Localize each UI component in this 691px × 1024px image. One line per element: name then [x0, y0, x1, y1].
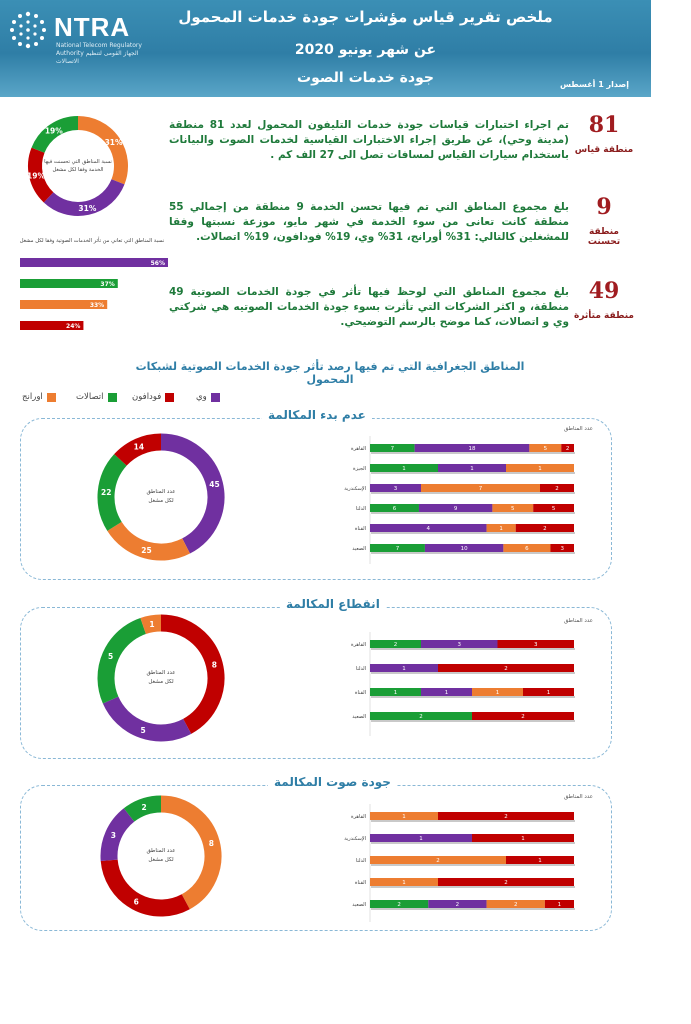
stat-label-affected: منطقة متأثرة: [574, 311, 634, 321]
drop-bar-label-1-1: 1: [402, 666, 406, 673]
quality-slice-label-1: 6: [133, 897, 139, 907]
legend-etisalat: [76, 392, 117, 402]
quality-bar-shadow-1: [371, 842, 575, 844]
call-drop-donut: [86, 604, 236, 754]
quality-bar-label-3-3: 2: [504, 880, 508, 887]
stat-label-measured: منطقة قياس: [574, 145, 634, 155]
setup-bar-label-0-1: 18: [468, 446, 476, 453]
voice-quality-donut: [86, 786, 236, 926]
stat-label-improved: منطقة تحسنت: [587, 227, 621, 247]
quality-bar-shadow-2: [371, 864, 575, 866]
setup-bar-label-5-1: 10: [460, 546, 468, 553]
drop-bar-label-0-0: 2: [393, 642, 398, 649]
report-section: جودة خدمات الصوت: [297, 70, 434, 86]
report-header: [0, 0, 651, 97]
drop-ylabel: عدد المناطق: [564, 618, 594, 624]
drop-center-label: عدد المناطق: [146, 670, 176, 676]
legend-label-orange: اورانج: [22, 392, 43, 402]
voice-quality-title: جودة صوت المكالمة: [268, 775, 397, 789]
drop-bar-label-0-3: 3: [534, 642, 538, 649]
improve-slice-label-0: 31%: [104, 137, 123, 147]
drop-bar-label-2-2: 1: [495, 690, 500, 697]
quality-category-label-2: الدلتا: [355, 858, 366, 864]
quality-slice-label-3: 2: [141, 802, 147, 812]
drop-category-label-1: الدلتا: [355, 666, 366, 672]
quality-ylabel: عدد المناطق: [564, 794, 594, 800]
drop-slice-label-0: 8: [211, 660, 217, 670]
legend-label-vodafone: فودافون: [132, 392, 162, 402]
setup-bar-label-3-2: 5: [511, 506, 515, 513]
quality-category-label-0: القاهرة: [351, 814, 366, 820]
quality-bar-shadow-0: [371, 820, 575, 822]
drop-slice-label-1: 5: [140, 726, 146, 736]
improve-slice-label-3: 19%: [44, 126, 63, 136]
improve-slice-0: [78, 123, 121, 182]
setup-bar-label-1-0: 1: [402, 466, 406, 473]
quality-bar-label-1-3: 1: [521, 836, 525, 843]
setup-bar-label-4-1: 4: [426, 526, 431, 533]
legend-we: [196, 392, 220, 402]
stat-number-improved: 9: [596, 194, 612, 220]
drop-slice-1: [111, 700, 188, 736]
setup-bar-label-3-1: 9: [453, 506, 458, 513]
quality-bar-shadow-4: [371, 908, 575, 910]
setup-bar-label-0-0: 7: [390, 446, 395, 453]
setup-bar-label-0-3: 2: [565, 446, 570, 453]
drop-bar-label-3-3: 2: [521, 714, 525, 721]
drop-bar-label-0-1: 3: [457, 642, 461, 649]
report-period: عن شهر يونيو 2020: [294, 42, 437, 58]
setup-bar-label-0-2: 5: [543, 446, 548, 453]
setup-category-label-4: القناة: [354, 526, 366, 532]
setup-bar-label-2-2: 7: [478, 486, 483, 493]
stat-text-measured: تم اجراء اختبارات قياسات جودة خدمات التليفون المحمول لعدد 81 منطقة (مدينة وحي)، عن طريق إجراء الاختبارات القياسية لخدمات الصوت والبيانات باستخدام سيارات القياس لمسافات تصل الى 27 الف كم .: [169, 119, 569, 161]
quality-bar-label-4-1: 2: [455, 902, 460, 909]
quality-bar-label-4-0: 2: [397, 902, 401, 909]
call-setup-failure-donut: [86, 422, 236, 572]
drop-bar-shadow-3: [371, 720, 575, 722]
setup-slice-label-1: 25: [141, 546, 152, 556]
setup-center-label: لكل مشغل: [148, 498, 174, 504]
quality-bar-label-4-3: 1: [557, 902, 562, 909]
legend-swatch-vodafone: [165, 393, 174, 402]
legend-swatch-orange: [47, 393, 56, 402]
issue-label: إصدار 1 أغسطس: [559, 80, 629, 89]
quality-bar-shadow-3: [371, 886, 575, 888]
setup-bar-label-4-3: 2: [543, 526, 547, 533]
drop-bar-label-3-0: 2: [419, 714, 423, 721]
setup-slice-label-3: 14: [133, 442, 145, 452]
quality-bar-label-0-3: 2: [504, 814, 508, 821]
setup-bar-label-2-3: 2: [555, 486, 559, 493]
call-setup-failure-title: عدم بدء المكالمة: [262, 408, 372, 422]
quality-bar-label-2-2: 2: [436, 858, 440, 865]
call-drop-title: انقطاع المكالمة: [280, 597, 386, 611]
drop-bar-shadow-0: [371, 648, 575, 650]
affected-chart-title: نسبة المناطق التي تعاني من تأثر الخدمات الصوتية وفقا لكل مشغل: [19, 238, 165, 244]
setup-bar-label-3-3: 5: [551, 506, 556, 513]
setup-bar-shadow-3: [371, 512, 575, 514]
drop-slice-label-3: 1: [149, 619, 155, 629]
legend-swatch-we: [211, 393, 220, 402]
quality-bar-label-1-1: 1: [419, 836, 423, 843]
legend-swatch-etisalat: [108, 393, 117, 402]
affected-bar-label-2: 33%: [89, 302, 105, 309]
logo-text: NTRA: [54, 12, 131, 42]
improve-slice-label-1: 31%: [78, 203, 97, 213]
quality-slice-label-2: 3: [110, 831, 116, 841]
report-title: ملخص تقرير قياس مؤشرات جودة خدمات المحمول: [178, 8, 553, 26]
affected-bar-label-3: 24%: [66, 323, 81, 330]
setup-slice-label-2: 22: [100, 488, 112, 498]
drop-slice-label-2: 5: [108, 651, 114, 661]
improvement-donut-chart: [20, 112, 140, 224]
drop-bar-shadow-1: [371, 672, 575, 674]
setup-bar-label-2-1: 3: [393, 486, 398, 493]
setup-bar-label-5-2: 6: [525, 546, 529, 553]
setup-bar-shadow-5: [371, 552, 575, 554]
improve-center-title: الخدمة وفقا لكل مشغل: [52, 167, 104, 173]
setup-category-label-5: الصعيد: [352, 546, 366, 552]
legend-vodafone: [132, 392, 174, 402]
setup-category-label-3: الدلتا: [355, 506, 366, 512]
legend-orange: [22, 392, 56, 402]
drop-category-label-3: الصعيد: [352, 714, 366, 720]
setup-category-label-1: الجيزة: [352, 466, 366, 472]
quality-bar-label-3-2: 1: [402, 880, 406, 887]
quality-center-label: لكل مشغل: [148, 857, 174, 863]
map-section-title: المناطق الجغرافية التي تم فيها رصد تأثر جودة الخدمات الصوتية لشبكات المحمول: [135, 360, 525, 386]
quality-slice-1: [109, 860, 186, 908]
quality-category-label-3: القناة: [354, 880, 366, 886]
drop-bar-label-2-3: 1: [546, 690, 551, 697]
affected-ratio-bar-chart: [14, 234, 174, 334]
quality-bar-label-4-2: 2: [513, 902, 518, 909]
stat-number-measured: 81: [588, 112, 620, 138]
setup-bar-label-1-1: 1: [470, 466, 474, 473]
setup-bar-label-1-2: 1: [538, 466, 542, 473]
setup-slice-label-0: 45: [209, 480, 220, 490]
setup-center-label: عدد المناطق: [146, 489, 176, 495]
affected-bar-label-1: 37%: [100, 281, 115, 288]
drop-category-label-0: القاهرة: [351, 642, 366, 648]
quality-category-label-1: الإسكندرية: [344, 836, 366, 842]
stat-text-improved: بلغ مجموع المناطق التي تم فيها تحسن الخدمة 9 منطقة من إجمالي 55 منطقة كانت تعانى من سوء الخدمة في شهر مايو، موزعة نسبتها وفقا للمشغلين كالتالي: 31% أورانج، 31% وي، 19% فودافون، 19% اتصالات.: [169, 201, 569, 243]
improve-center-title: نسبة المناطق التي تحسنت فيها: [44, 159, 112, 165]
quality-bar-label-0-2: 1: [402, 814, 406, 821]
legend-label-we: وي: [196, 392, 207, 402]
drop-bar-shadow-2: [371, 696, 575, 698]
stat-text-affected: بلغ مجموع المناطق التي لوحظ فيها تأثر في جودة الخدمات الصوتية 49 منطقة، و اكثر الشركات التي تأثرت بسوء جودة الخدمات الصوتيه هي شركتي وي و اتصالات، كما موضح بالرسم التوضيحي.: [169, 286, 569, 328]
setup-category-label-0: القاهرة: [351, 446, 366, 452]
quality-category-label-4: الصعيد: [352, 902, 366, 908]
affected-bar-0: [20, 258, 168, 267]
setup-bar-shadow-1: [371, 472, 575, 474]
setup-bar-shadow-4: [371, 532, 575, 534]
call-setup-failure-bar-chart: [330, 420, 594, 570]
drop-category-label-2: القناة: [354, 690, 366, 696]
setup-category-label-2: الإسكندرية: [344, 486, 366, 492]
drop-slice-2: [106, 626, 143, 700]
drop-bar-label-2-1: 1: [444, 690, 449, 697]
call-drop-bar-chart: [330, 612, 594, 732]
drop-center-label: لكل مشغل: [148, 679, 174, 685]
setup-ylabel: عدد المناطق: [564, 426, 594, 432]
stat-number-affected: 49: [588, 278, 620, 304]
quality-bar-label-2-3: 1: [538, 858, 542, 865]
setup-bar-label-3-0: 6: [392, 506, 397, 513]
setup-bar-label-5-0: 7: [395, 546, 400, 553]
quality-center-label: عدد المناطق: [146, 848, 176, 854]
setup-bar-shadow-2: [371, 492, 575, 494]
logo-subtitle: National Telecom Regulatory Authority الجهاز القومى لتنظيم الاتصالات: [56, 42, 142, 65]
drop-bar-label-2-0: 1: [393, 690, 398, 697]
setup-bar-label-5-3: 3: [560, 546, 564, 553]
quality-slice-label-0: 8: [208, 839, 215, 849]
legend-label-etisalat: اتصالات: [76, 392, 104, 402]
affected-bar-label-0: 56%: [150, 260, 165, 267]
setup-bar-label-4-2: 1: [499, 526, 503, 533]
drop-bar-label-1-3: 2: [504, 666, 508, 673]
voice-quality-bar-chart: [330, 788, 594, 918]
improve-slice-label-2: 19%: [27, 171, 46, 181]
setup-bar-shadow-0: [371, 452, 575, 454]
